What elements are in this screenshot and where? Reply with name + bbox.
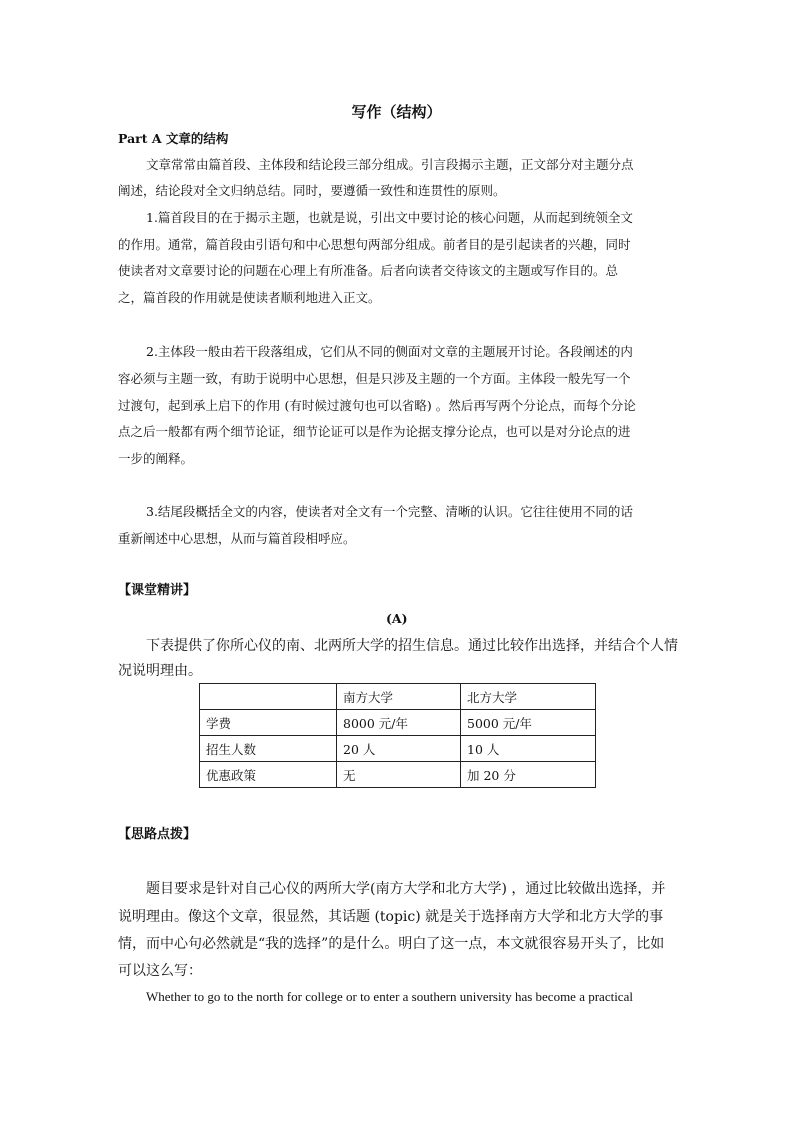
table-row	[200, 710, 596, 736]
table-cell: 优惠政策	[200, 762, 337, 788]
table-header-row	[200, 684, 596, 710]
table-cell: 加 20 分	[461, 762, 596, 788]
table-cell: 学费	[200, 710, 337, 736]
p2-line-5: 一步的阐释。	[118, 451, 194, 466]
p1-line-1: 1.篇首段目的在于揭示主题，也就是说，引出文中要讨论的核心问题，从而起到统领全文	[146, 210, 633, 225]
intro-line-2: 阐述，结论段对全文归纳总结。同时，要遵循一致性和连贯性的原则。	[118, 183, 506, 198]
prompt-line-1: 下表提供了你所心仪的南、北两所大学的招生信息。通过比较作出选择，并结合个人情	[146, 638, 678, 654]
table-cell: 招生人数	[200, 736, 337, 762]
p3-line-1: 3.结尾段概括全文的内容，使读者对全文有一个完整、清晰的认识。它往往使用不同的话	[146, 504, 633, 519]
p1-line-2: 的作用。通常，篇首段由引语句和中心思想句两部分组成。前者目的是引起读者的兴趣，同时	[118, 237, 631, 252]
table-cell: 10 人	[461, 736, 596, 762]
p1-line-3: 使读者对文章要讨论的问题在心理上有所准备。后者向读者交待该文的主题或写作目的。总	[118, 263, 619, 278]
section-label-a: (A)	[386, 611, 408, 626]
classroom-heading: 【课堂精讲】	[118, 583, 197, 598]
table-cell: 20 人	[337, 736, 461, 762]
table-cell: 8000 元/年	[337, 710, 461, 736]
p2-line-1: 2.主体段一般由若干段落组成，它们从不同的侧面对文章的主题展开讨论。各段阐述的内	[146, 344, 633, 359]
table-row	[200, 762, 596, 788]
table-header-cell	[200, 684, 337, 710]
table-cell: 5000 元/年	[461, 710, 596, 736]
page-title: 写作（结构）	[351, 103, 442, 121]
english-example-line: Whether to go to the north for college or to enter a southern university has become a practical	[146, 989, 633, 1004]
p3-line-2: 重新阐述中心思想，从而与篇首段相呼应。	[118, 531, 356, 546]
hint-line-3: 情，而中心句必然就是“我的选择”的是什么。明白了这一点，本文就很容易开头了，比如	[118, 936, 665, 952]
hint-line-4: 可以这么写：	[118, 963, 202, 979]
p2-line-2: 容必须与主题一致，有助于说明中心思想，但是只涉及主题的一个方面。主体段一般先写一个	[118, 371, 631, 386]
p2-line-3: 过渡句，起到承上启下的作用 (有时候过渡句也可以省略) 。然后再写两个分论点，而每个分论	[118, 398, 636, 413]
table-cell: 无	[337, 762, 461, 788]
prompt-line-2: 况说明理由。	[118, 663, 202, 679]
admission-table	[199, 683, 596, 788]
table-header-cell: 南方大学	[337, 684, 461, 710]
intro-line-1: 文章常常由篇首段、主体段和结论段三部分组成。引言段揭示主题，正文部分对主题分点	[146, 157, 634, 172]
p1-line-4: 之，篇首段的作用就是使读者顺利地进入正文。	[118, 290, 381, 305]
part-a-heading: Part A 文章的结构	[118, 131, 229, 146]
table-header-cell: 北方大学	[461, 684, 596, 710]
hint-line-1: 题目要求是针对自己心仪的两所大学(南方大学和北方大学) ，通过比较做出选择，并	[146, 881, 666, 897]
table-row	[200, 736, 596, 762]
hints-heading: 【思路点拨】	[118, 827, 197, 842]
p2-line-4: 点之后一般都有两个细节论证，细节论证可以是作为论据支撑分论点，也可以是对分论点的进	[118, 424, 631, 439]
hint-line-2: 说明理由。像这个文章，很显然，其话题 (topic) 就是关于选择南方大学和北方大学的事	[118, 909, 664, 925]
